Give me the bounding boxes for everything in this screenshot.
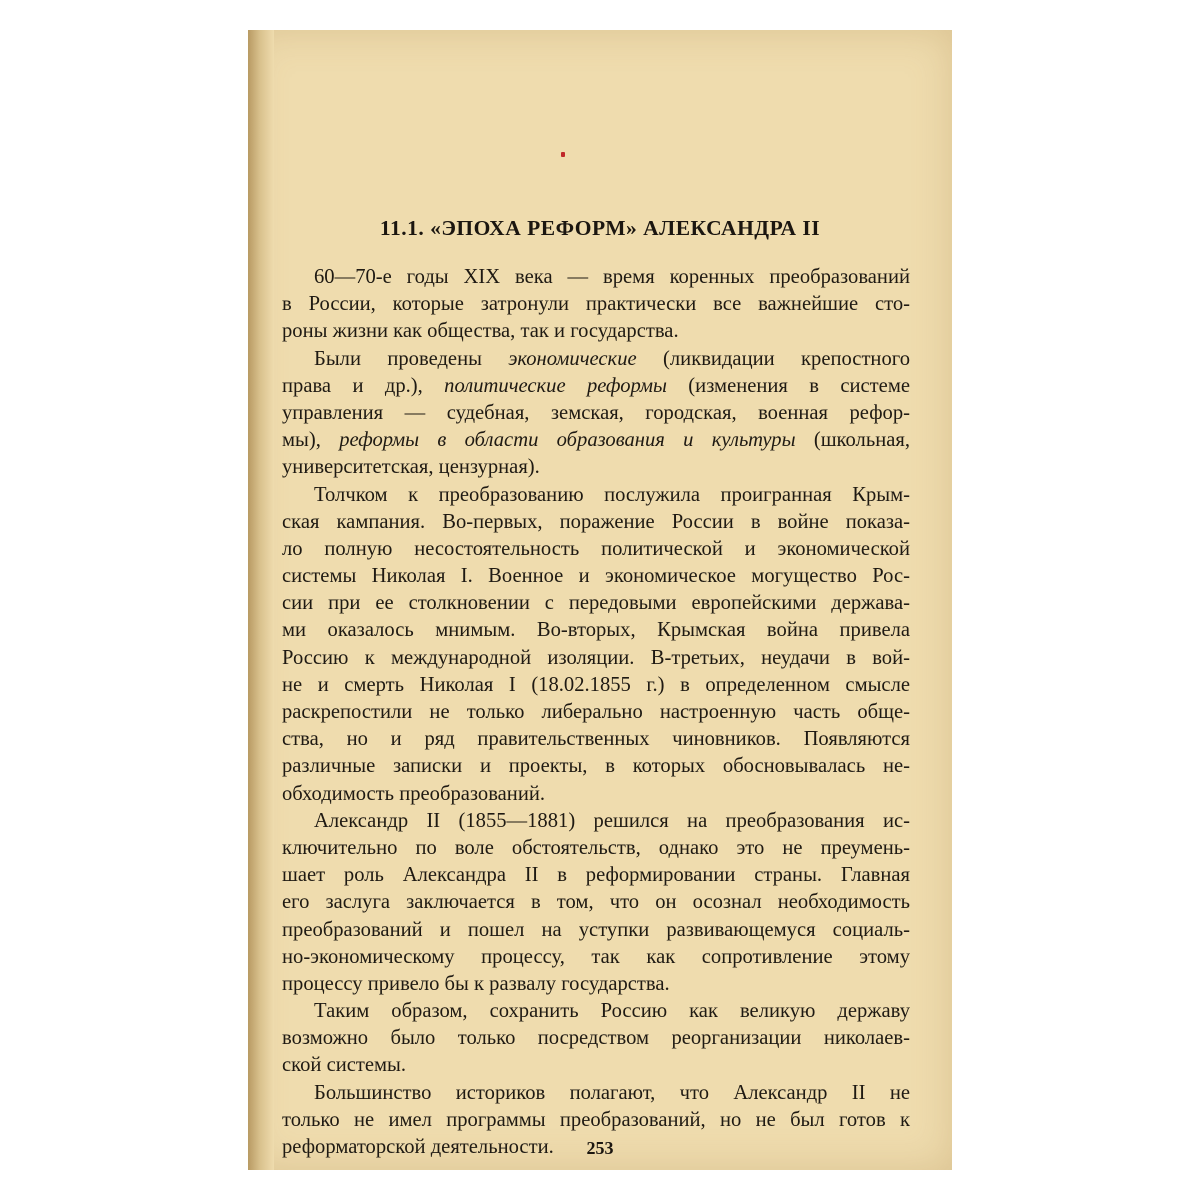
text-run: ми оказалось мнимым. Во-вторых, Крымская война привела <box>282 619 910 642</box>
text-line <box>282 482 910 509</box>
text-run: (школьная, <box>795 429 910 452</box>
book-page <box>248 30 952 1170</box>
text-line <box>282 889 910 916</box>
text-line <box>282 509 910 536</box>
text-line <box>282 971 910 998</box>
text-line <box>282 726 910 753</box>
text-run: процессу привело бы к развалу государства. <box>282 972 670 995</box>
text-run: Были проведены <box>314 347 509 370</box>
text-run: обходимость преобразований. <box>282 782 546 805</box>
text-line <box>282 400 910 427</box>
text-line <box>282 1052 910 1079</box>
text-run: не и смерть Николая I (18.02.1855 г.) в определенном смысле <box>282 673 910 696</box>
text-run: роны жизни как общества, так и государства. <box>282 320 679 343</box>
body-text <box>282 264 910 1161</box>
text-run: его заслуга заключается в том, что он осознал необходимость <box>282 891 910 914</box>
text-run: Александр II (1855—1881) решился на преобразования ис- <box>314 809 910 832</box>
text-line <box>282 998 910 1025</box>
paragraph <box>282 346 910 482</box>
italic-term: политические реформы <box>444 374 667 397</box>
text-line <box>282 862 910 889</box>
text-run: ства, но и ряд правительственных чиновников. Появляются <box>282 728 910 751</box>
page-gutter-shadow <box>248 30 274 1170</box>
text-run: Россию к международной изоляции. В-третьих, неудачи в вой- <box>282 646 910 669</box>
text-run: Большинство историков полагают, что Александр II не <box>314 1081 910 1104</box>
text-run: преобразований и пошел на уступки развивающемуся социаль- <box>282 918 910 941</box>
text-line <box>282 536 910 563</box>
text-run: (изменения в системе <box>666 374 910 397</box>
page-number: 253 <box>586 1138 614 1158</box>
text-run: права и др.), <box>282 374 445 397</box>
text-line <box>282 264 910 291</box>
text-run: шает роль Александра II в реформировании страны. Главная <box>282 864 910 887</box>
text-run: ской системы. <box>282 1054 407 1077</box>
text-line <box>282 291 910 318</box>
text-line <box>282 590 910 617</box>
text-line <box>282 427 910 454</box>
text-run: управления — судебная, земская, городская, военная рефор- <box>282 401 910 424</box>
text-run: системы Николая I. Военное и экономическое могущество Рос- <box>282 565 910 588</box>
paragraph <box>282 808 910 998</box>
text-line <box>282 835 910 862</box>
text-line <box>282 1025 910 1052</box>
text-run: только не имел программы преобразований, но не был готов к <box>282 1108 910 1131</box>
text-line <box>282 753 910 780</box>
text-run: 60—70-е годы XIX века — время коренных преобразований <box>314 266 910 288</box>
text-line <box>282 808 910 835</box>
text-line <box>282 346 910 373</box>
section-heading: 11.1. «ЭПОХА РЕФОРМ» АЛЕКСАНДРА II <box>379 216 821 240</box>
text-run: Таким образом, сохранить Россию как великую державу <box>314 1000 910 1023</box>
text-line <box>282 672 910 699</box>
paragraph <box>282 998 910 1080</box>
red-ink-mark <box>561 152 565 157</box>
text-run: университетская, цензурная). <box>282 456 540 479</box>
text-line <box>282 563 910 590</box>
text-run: ло полную несостоятельность политической и экономической <box>282 537 910 560</box>
text-run: мы), <box>282 429 340 452</box>
text-run: реформаторской деятельности. <box>282 1136 554 1158</box>
text-run: ключительно по воле обстоятельств, однако это не преумень- <box>282 836 910 859</box>
text-line <box>282 1080 910 1107</box>
text-run: сии при ее столкновении с передовыми европейскими держава- <box>282 592 910 615</box>
text-run: но-экономическому процессу, так как сопротивление этому <box>282 945 910 968</box>
text-run: раскрепостили не только либерально настроенную часть обще- <box>282 701 910 723</box>
paragraph <box>282 264 910 346</box>
italic-term: реформы в области образования и культуры <box>339 429 796 452</box>
text-line <box>282 699 910 726</box>
text-run: различные записки и проекты, в которых обосновывалась не- <box>282 755 910 778</box>
text-run: возможно было только посредством реорганизации николаев- <box>282 1027 910 1050</box>
text-run: Толчком к преобразованию послужила проигранная Крым- <box>314 483 910 506</box>
text-line <box>282 1107 910 1134</box>
italic-term: экономические <box>508 347 637 370</box>
text-run: ская кампания. Во-первых, поражение России в войне показа- <box>282 510 910 533</box>
text-line <box>282 617 910 644</box>
text-line <box>282 454 910 481</box>
text-line <box>282 373 910 400</box>
text-line <box>282 645 910 672</box>
text-line <box>282 318 910 345</box>
text-run: в России, которые затронули практически все важнейшие сто- <box>282 293 910 316</box>
text-line <box>282 917 910 944</box>
text-line <box>282 944 910 971</box>
paragraph <box>282 482 910 808</box>
text-line <box>282 781 910 808</box>
text-run: (ликвидации крепостного <box>636 347 910 370</box>
